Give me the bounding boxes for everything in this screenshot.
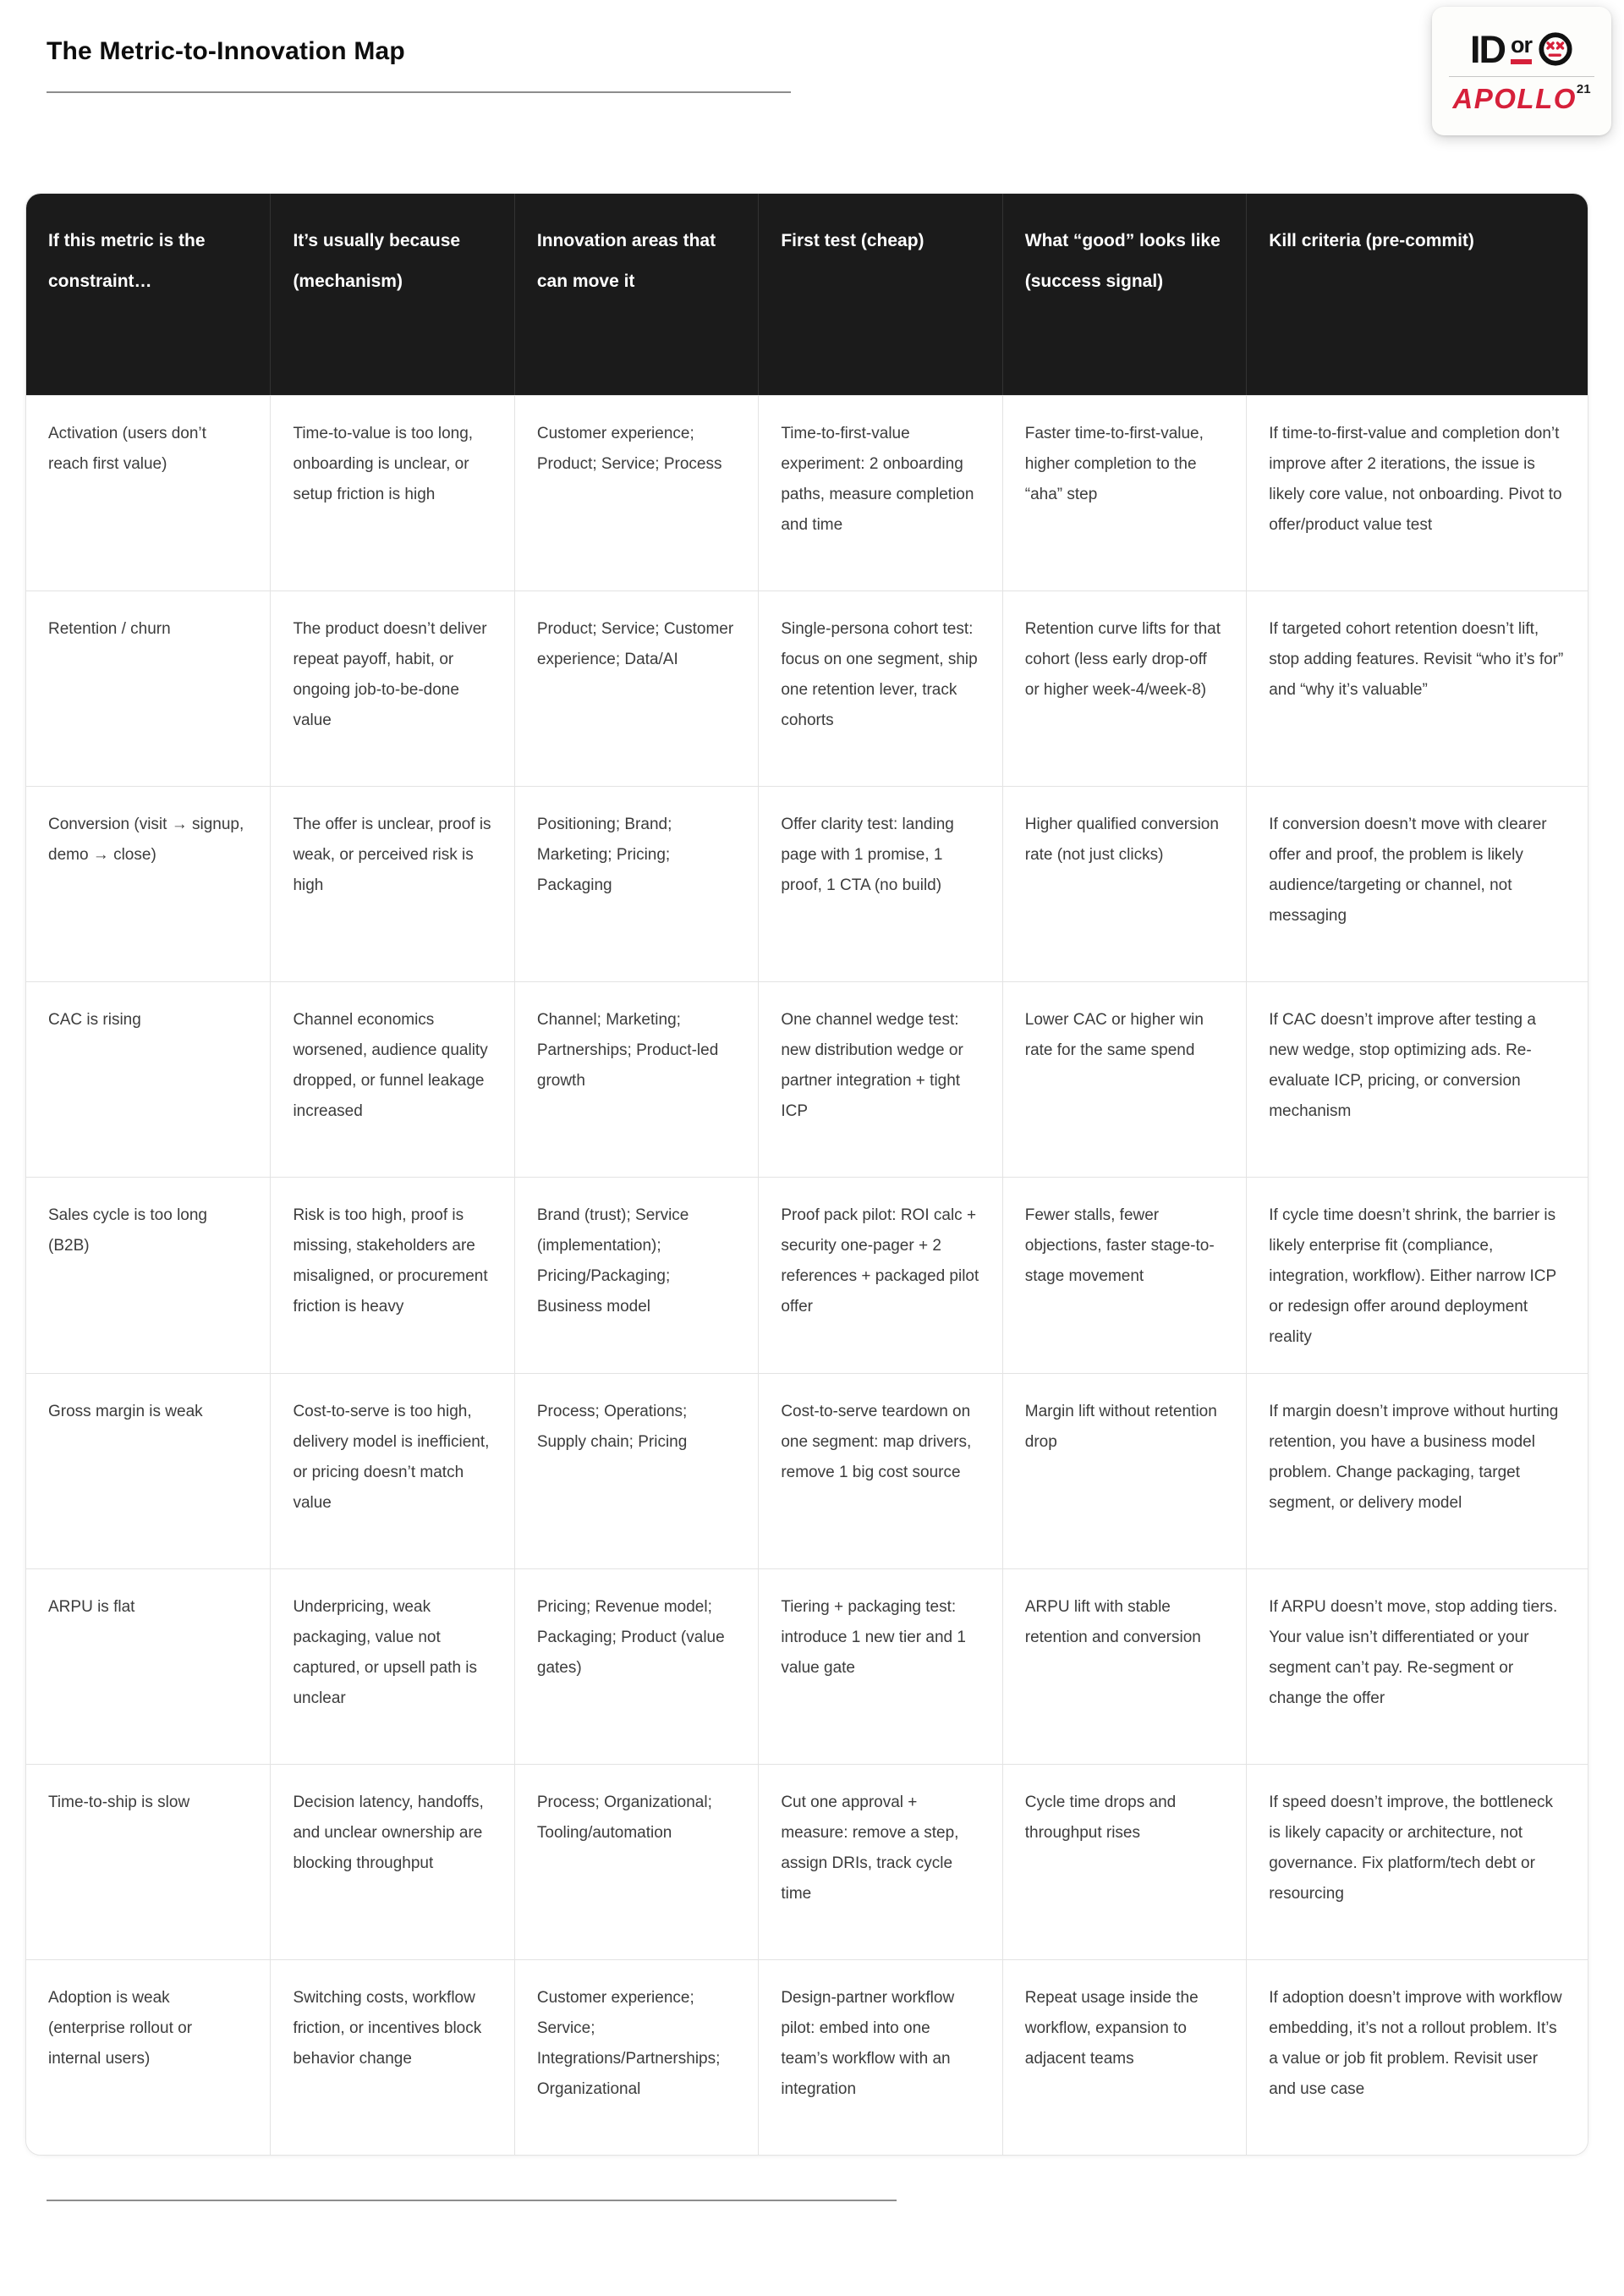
table-cell: If speed doesn’t improve, the bottleneck is likely capacity or architecture, not governance. Fix platform/tech debt or resourcing (1246, 1765, 1588, 1959)
table-row (26, 1373, 1588, 1568)
logo-brand-text: APOLLO (1452, 82, 1577, 114)
logo-brand-row (1452, 81, 1591, 114)
brand-logo-card (1432, 7, 1611, 135)
table-cell: Retention curve lifts for that cohort (less early drop-off or higher week-4/week-8) (1002, 591, 1246, 786)
table-cell: Process; Operations; Supply chain; Pricing (514, 1374, 758, 1568)
table-cell: Sales cycle is too long (B2B) (48, 1206, 207, 1255)
table-cell: Cost-to-serve is too high, delivery model is inefficient, or pricing doesn’t match value (270, 1374, 513, 1568)
table-cell: Repeat usage inside the workflow, expansion to adjacent teams (1002, 1960, 1246, 2155)
table-row (26, 1177, 1588, 1373)
table-cell: Activation (users don’t reach first value) (48, 425, 206, 473)
table-cell: Cycle time drops and throughput rises (1002, 1765, 1246, 1959)
table-cell: Underpricing, weak packaging, value not captured, or upsell path is unclear (270, 1569, 513, 1764)
table-header-row (26, 194, 1588, 395)
column-header: First test (cheap) (758, 194, 1001, 395)
logo-id-text: ID (1470, 27, 1505, 71)
table-cell: One channel wedge test: new distribution wedge or partner integration + tight ICP (758, 982, 1001, 1177)
table-cell: Time-to-first-value experiment: 2 onboarding paths, measure completion and time (758, 396, 1001, 590)
table-cell: Fewer stalls, fewer objections, faster stage-to-stage movement (1002, 1178, 1246, 1373)
table-cell: If ARPU doesn’t move, stop adding tiers. Your value isn’t differentiated or your segment can’t pay. Re-segment or change the offer (1246, 1569, 1588, 1764)
footer-divider (47, 2200, 897, 2201)
table-row (26, 1959, 1588, 2155)
table-row (26, 1764, 1588, 1959)
logo-divider (1449, 76, 1594, 77)
table-cell: Margin lift without retention drop (1002, 1374, 1246, 1568)
table-cell: If conversion doesn’t move with clearer offer and proof, the problem is likely audience/targeting or channel, not messaging (1246, 787, 1588, 981)
table-row (26, 786, 1588, 981)
table-cell: Gross margin is weak (48, 1403, 203, 1420)
table-cell: The offer is unclear, proof is weak, or perceived risk is high (270, 787, 513, 981)
table-row (26, 590, 1588, 786)
logo-or-text: or (1511, 34, 1532, 64)
table-cell: Higher qualified conversion rate (not just clicks) (1002, 787, 1246, 981)
table-cell: Risk is too high, proof is missing, stakeholders are misaligned, or procurement friction is heavy (270, 1178, 513, 1373)
table-cell: Decision latency, handoffs, and unclear ownership are blocking throughput (270, 1765, 513, 1959)
table-cell: Tiering + packaging test: introduce 1 new tier and 1 value gate (758, 1569, 1001, 1764)
logo-brand-superscript: 21 (1576, 81, 1591, 96)
table-cell: If margin doesn’t improve without hurting retention, you have a business model problem. Change packaging, target segment, or delivery model (1246, 1374, 1588, 1568)
table-cell: Switching costs, workflow friction, or incentives block behavior change (270, 1960, 513, 2155)
table-cell: CAC is rising (48, 1011, 141, 1029)
table-cell: Channel economics worsened, audience quality dropped, or funnel leakage increased (270, 982, 513, 1177)
table-cell: If CAC doesn’t improve after testing a new wedge, stop optimizing ads. Re-evaluate ICP, pricing, or conversion mechanism (1246, 982, 1588, 1177)
table-cell: If time-to-first-value and completion don’t improve after 2 iterations, the issue is likely core value, not onboarding. Pivot to offer/product value test (1246, 396, 1588, 590)
table-cell: Cost-to-serve teardown on one segment: map drivers, remove 1 big cost source (758, 1374, 1001, 1568)
column-header: Innovation areas that can move it (514, 194, 758, 395)
table-cell: Lower CAC or higher win rate for the same spend (1002, 982, 1246, 1177)
table-cell: Retention / churn (48, 620, 171, 638)
table-cell: Single-persona cohort test: focus on one segment, ship one retention lever, track cohorts (758, 591, 1001, 786)
table-cell: Channel; Marketing; Partnerships; Product-led growth (514, 982, 758, 1177)
table-cell: If cycle time doesn’t shrink, the barrier is likely enterprise fit (compliance, integration, workflow). Either narrow ICP or redesign offer around deployment reality (1246, 1178, 1588, 1373)
table-cell: Faster time-to-first-value, higher completion to the “aha” step (1002, 396, 1246, 590)
table-cell: ARPU is flat (48, 1598, 135, 1616)
table-row (26, 981, 1588, 1177)
table-cell: If targeted cohort retention doesn’t lift, stop adding features. Revisit “who it’s for” and “why it’s valuable” (1246, 591, 1588, 786)
column-header: Kill criteria (pre-commit) (1246, 194, 1588, 395)
table-row (26, 395, 1588, 590)
column-header: If this metric is the constraint… (48, 231, 206, 291)
column-header: What “good” looks like (success signal) (1002, 194, 1246, 395)
metric-innovation-table (25, 193, 1588, 2156)
column-header: It’s usually because (mechanism) (270, 194, 513, 395)
table-cell: Time-to-value is too long, onboarding is unclear, or setup friction is high (270, 396, 513, 590)
table-cell: Customer experience; Product; Service; Process (514, 396, 758, 590)
page-header (0, 0, 1624, 66)
table-cell: Brand (trust); Service (implementation); Pricing/Packaging; Business model (514, 1178, 758, 1373)
table-cell: Design-partner workflow pilot: embed into one team’s workflow with an integration (758, 1960, 1001, 2155)
table-cell: Conversion (visit → signup, demo → close) (48, 816, 244, 864)
title-divider (47, 91, 791, 93)
table-cell: Cut one approval + measure: remove a step, assign DRIs, track cycle time (758, 1765, 1001, 1959)
main-content (0, 193, 1624, 2156)
table-cell: Time-to-ship is slow (48, 1793, 190, 1811)
logo-top-row (1470, 27, 1573, 71)
table-cell: Adoption is weak (enterprise rollout or internal users) (48, 1989, 193, 2068)
page-title: The Metric-to-Innovation Map (47, 37, 405, 65)
table-body (26, 395, 1588, 2155)
table-cell: Offer clarity test: landing page with 1 promise, 1 proof, 1 CTA (no build) (758, 787, 1001, 981)
table-row (26, 1568, 1588, 1764)
table-cell: Process; Organizational; Tooling/automation (514, 1765, 758, 1959)
table-cell: Product; Service; Customer experience; Data/AI (514, 591, 758, 786)
table-cell: Customer experience; Service; Integrations/Partnerships; Organizational (514, 1960, 758, 2155)
table-cell: ARPU lift with stable retention and conversion (1002, 1569, 1246, 1764)
table-cell: Pricing; Revenue model; Packaging; Product (value gates) (514, 1569, 758, 1764)
table-cell: If adoption doesn’t improve with workflow embedding, it’s not a rollout problem. It’s a value or job fit problem. Revisit user and use case (1246, 1960, 1588, 2155)
table-cell: Proof pack pilot: ROI calc + security one-pager + 2 references + packaged pilot offer (758, 1178, 1001, 1373)
table-cell: Positioning; Brand; Marketing; Pricing; Packaging (514, 787, 758, 981)
dead-face-icon (1538, 31, 1573, 67)
table-cell: The product doesn’t deliver repeat payoff, habit, or ongoing job-to-be-done value (270, 591, 513, 786)
